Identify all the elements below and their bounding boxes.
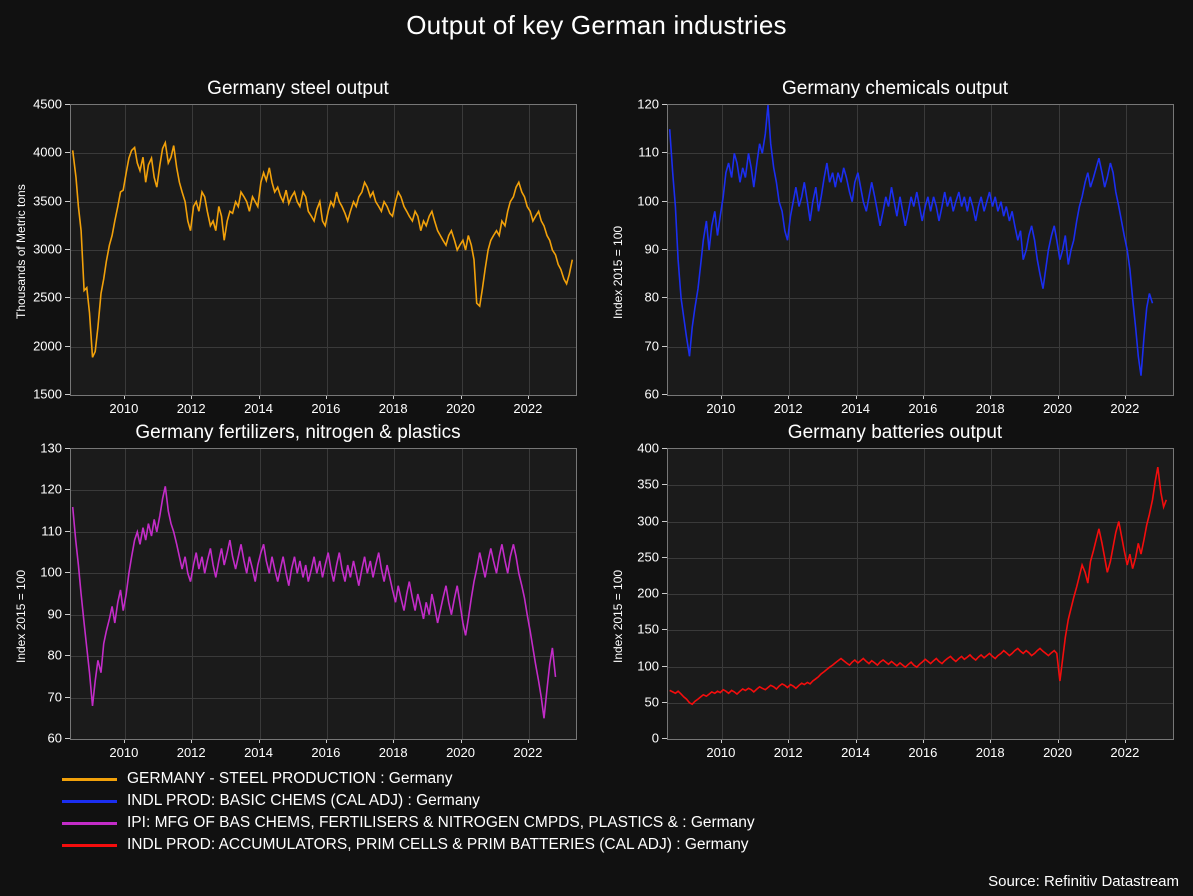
y-axis-tick-label: 110 [638, 144, 659, 160]
y-axis-tick-label: 300 [637, 513, 659, 528]
x-axis-tick-label: 2014 [244, 401, 273, 416]
y-axis-tick-label: 2500 [33, 289, 62, 305]
panel-fertilizers [0, 422, 596, 772]
panel-title-steel: Germany steel output [207, 78, 389, 99]
legend-label-batteries: INDL PROD: ACCUMULATORS, PRIM CELLS & PRIM BATTERIES (CAL ADJ) : Germany [127, 836, 749, 853]
x-axis-tick-label: 2022 [1110, 745, 1140, 760]
x-axis-tick-label: 2022 [513, 745, 543, 760]
x-axis-tick-label: 2018 [378, 401, 408, 416]
y-axis-label: Index 2015 = 100 [611, 569, 625, 663]
x-axis-tick-label: 2012 [176, 745, 206, 760]
legend-label-fertilizers: IPI: MFG OF BAS CHEMS, FERTILISERS & NITROGEN CMPDS, PLASTICS & : Germany [127, 814, 755, 831]
x-axis-tick-label: 2016 [908, 745, 938, 760]
chart-grid [0, 60, 1193, 760]
legend-swatch-steel [62, 778, 117, 781]
source-attribution: Source: Refinitiv Datastream [988, 873, 1179, 890]
plot-area-2 [70, 448, 575, 738]
plot-canvas-2 [70, 448, 577, 740]
y-axis-tick-label: 250 [637, 549, 659, 565]
plot-canvas-0 [70, 104, 577, 396]
plot-area-0 [70, 104, 575, 394]
x-axis-tick-label: 2012 [773, 745, 803, 760]
legend-item [62, 834, 1162, 856]
legend-swatch-chemicals [62, 800, 117, 803]
y-axis-label: Thousands of Metric tons [14, 184, 28, 319]
series-layer-3 [668, 449, 1173, 739]
x-axis-tick-label: 2020 [1043, 401, 1072, 416]
x-axis-tick-label: 2010 [109, 401, 139, 416]
panel-batteries [597, 422, 1193, 772]
y-axis-tick-label: 60 [644, 386, 659, 402]
x-axis-tick-label: 2020 [446, 745, 475, 760]
y-axis-label: Index 2015 = 100 [14, 569, 28, 663]
series-layer-2 [71, 449, 576, 739]
legend-label-chemicals: INDL PROD: BASIC CHEMS (CAL ADJ) : Germany [127, 792, 480, 809]
x-axis-tick-label: 2016 [908, 401, 938, 416]
plot-area-1 [667, 104, 1172, 394]
x-axis-tick-label: 2010 [109, 745, 139, 760]
y-axis-tick-label: 90 [644, 241, 659, 257]
x-axis-tick-label: 2022 [513, 401, 543, 416]
x-axis-tick-label: 2014 [841, 745, 870, 760]
panel-steel [0, 78, 596, 428]
y-axis-tick-label: 90 [47, 606, 62, 622]
x-axis-tick-label: 2014 [841, 401, 870, 416]
y-axis-tick-label: 50 [644, 694, 659, 710]
y-axis-tick-label: 80 [644, 289, 659, 305]
legend-item [62, 768, 1162, 790]
page-title: Output of key German industries [406, 10, 787, 40]
y-axis-tick-label: 0 [651, 730, 659, 746]
series-layer-1 [668, 105, 1173, 395]
legend-swatch-fertilizers [62, 822, 117, 825]
x-axis-tick-label: 2016 [311, 401, 341, 416]
y-axis-tick-label: 350 [637, 476, 659, 492]
y-axis-tick-label: 400 [637, 440, 659, 456]
series-line [670, 467, 1167, 704]
y-axis-tick-label: 110 [41, 523, 62, 539]
x-axis-tick-label: 2022 [1110, 401, 1140, 416]
legend-item [62, 790, 1162, 812]
y-axis-tick-label: 100 [637, 658, 659, 673]
legend [62, 768, 1162, 856]
legend-item [62, 812, 1162, 834]
y-axis-tick-label: 3000 [33, 241, 62, 257]
x-axis-tick-label: 2020 [446, 401, 475, 416]
plot-canvas-1 [667, 104, 1174, 396]
x-axis-tick-label: 2018 [378, 745, 408, 760]
y-axis-tick-label: 120 [637, 96, 659, 112]
x-axis-tick-label: 2016 [311, 745, 341, 760]
y-axis-tick-label: 60 [47, 730, 62, 746]
legend-label-steel: GERMANY - STEEL PRODUCTION : Germany [127, 770, 453, 787]
y-axis-tick-label: 70 [47, 689, 62, 705]
y-axis-tick-label: 1500 [33, 386, 62, 402]
x-axis-tick-label: 2020 [1043, 745, 1072, 760]
panel-title-chemicals: Germany chemicals output [782, 78, 1008, 99]
y-axis-tick-label: 130 [40, 440, 62, 456]
plot-area-3 [667, 448, 1172, 738]
y-axis-tick-label: 70 [644, 338, 659, 354]
panel-chemicals [597, 78, 1193, 428]
x-axis-tick-label: 2014 [244, 745, 273, 760]
x-axis-tick-label: 2018 [975, 745, 1005, 760]
x-axis-tick-label: 2018 [975, 401, 1005, 416]
x-axis-tick-label: 2010 [706, 745, 736, 760]
y-axis-tick-label: 80 [47, 647, 62, 663]
y-axis-tick-label: 120 [40, 481, 62, 497]
y-axis-tick-label: 100 [40, 564, 62, 580]
y-axis-tick-label: 150 [637, 621, 659, 637]
y-axis-tick-label: 100 [637, 193, 659, 209]
series-line [73, 143, 573, 358]
series-layer-0 [71, 105, 576, 395]
x-axis-tick-label: 2012 [176, 401, 206, 416]
panel-title-batteries: Germany batteries output [787, 422, 1003, 443]
panel-title-fertilizers: Germany fertilizers, nitrogen & plastics [135, 422, 461, 443]
y-axis-tick-label: 200 [637, 585, 659, 601]
legend-swatch-batteries [62, 844, 117, 847]
x-axis-tick-label: 2012 [773, 401, 803, 416]
y-axis-tick-label: 4500 [33, 96, 62, 112]
series-line [670, 105, 1153, 376]
y-axis-tick-label: 3500 [33, 193, 62, 209]
y-axis-tick-label: 2000 [33, 338, 62, 354]
series-line [73, 486, 556, 718]
y-axis-label: Index 2015 = 100 [611, 225, 625, 319]
x-axis-tick-label: 2010 [706, 401, 736, 416]
y-axis-tick-label: 4000 [33, 144, 62, 160]
plot-canvas-3 [667, 448, 1174, 740]
